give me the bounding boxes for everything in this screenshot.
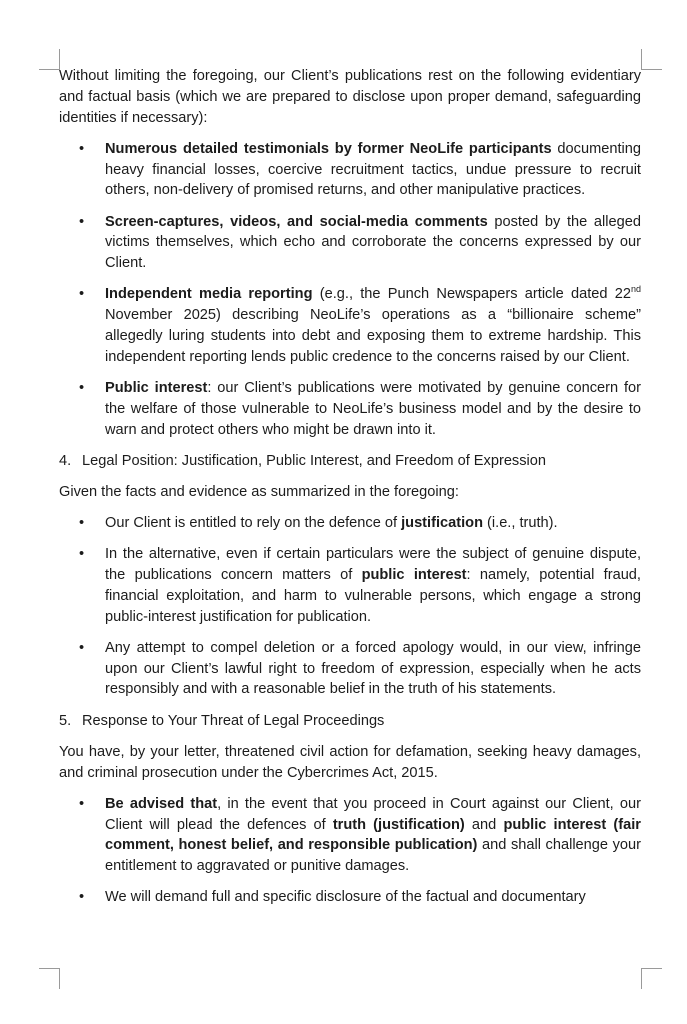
list-item: • Any attempt to compel deletion or a forced apology would, in our view, infringe upon our Client’s lawful right to freedom of expression, especially when he acts responsibly and with a reasonable belief in the truth of his statements. <box>79 639 641 698</box>
list-item: • Independent media reporting (e.g., the Punch Newspapers article dated 22nd November 2025) describing NeoLife’s operations as a “billionaire scheme” allegedly luring students into debt and exposing them to extreme hardship. This independent reporting lends public credence to the concerns raised by our Client. <box>79 284 641 365</box>
list-item: • In the alternative, even if certain particulars were the subject of genuine dispute, the publications concern matters of public interest: namely, potential fraud, financial exploitation, and harm to vulnerable persons, which engage a strong public-interest justification for publication. <box>79 546 641 625</box>
document-page <box>59 66 641 919</box>
section-4-heading: 4. Legal Position: Justification, Public Interest, and Freedom of Expression <box>59 452 546 469</box>
crop-mark-bottom-left <box>39 968 60 989</box>
list-item: • Our Client is entitled to rely on the defence of justification (i.e., truth). <box>59 513 641 534</box>
section-4-list <box>59 513 641 700</box>
list-item: • Numerous detailed testimonials by former NeoLife participants documenting heavy financial losses, coercive recruitment tactics, undue pressure to recruit others, non-delivery of promised returns, and other manipulative practices. <box>79 140 641 199</box>
bullet: • <box>79 515 85 532</box>
list-item: • Screen-captures, videos, and social-media comments posted by the alleged victims themselves, which echo and corroborate the concerns expressed by our Client. <box>79 213 641 272</box>
bullet: • <box>79 889 85 906</box>
bullet: • <box>79 213 85 230</box>
section-5-heading: 5. Response to Your Threat of Legal Proceedings <box>59 712 385 729</box>
intro-paragraph: Without limiting the foregoing, our Client’s publications rest on the following evidentiary and factual basis (which we are prepared to disclose upon proper demand, safeguarding identities if necessary): <box>59 68 641 126</box>
bullet: • <box>79 286 85 303</box>
section-5-list <box>59 794 641 908</box>
section-5-intro: You have, by your letter, threatened civil action for defamation, seeking heavy damages, and criminal prosecution under the Cybercrimes Act, 2015. <box>59 743 641 781</box>
bullet: • <box>79 379 85 396</box>
section-4-intro: Given the facts and evidence as summarized in the foregoing: <box>59 483 459 500</box>
list-item: • Be advised that, in the event that you proceed in Court against our Client, our Client will plead the defences of truth (justification) and public interest (fair comment, honest belief, and responsible publication) and shall challenge your entitlement to aggravated or punitive damages. <box>79 795 641 875</box>
evidence-list <box>59 139 641 441</box>
bullet: • <box>79 546 85 563</box>
bullet: • <box>79 795 85 812</box>
bullet: • <box>79 140 85 157</box>
crop-mark-bottom-right <box>641 968 662 989</box>
list-item: • Public interest: our Client’s publications were motivated by genuine concern for the welfare of those vulnerable to NeoLife’s business model and by the desire to warn and protect others who might be drawn into it. <box>79 379 641 438</box>
crop-mark-top-left <box>39 49 60 70</box>
bullet: • <box>79 639 85 656</box>
list-item: • We will demand full and specific disclosure of the factual and documentary <box>59 887 641 908</box>
crop-mark-top-right <box>641 49 662 70</box>
